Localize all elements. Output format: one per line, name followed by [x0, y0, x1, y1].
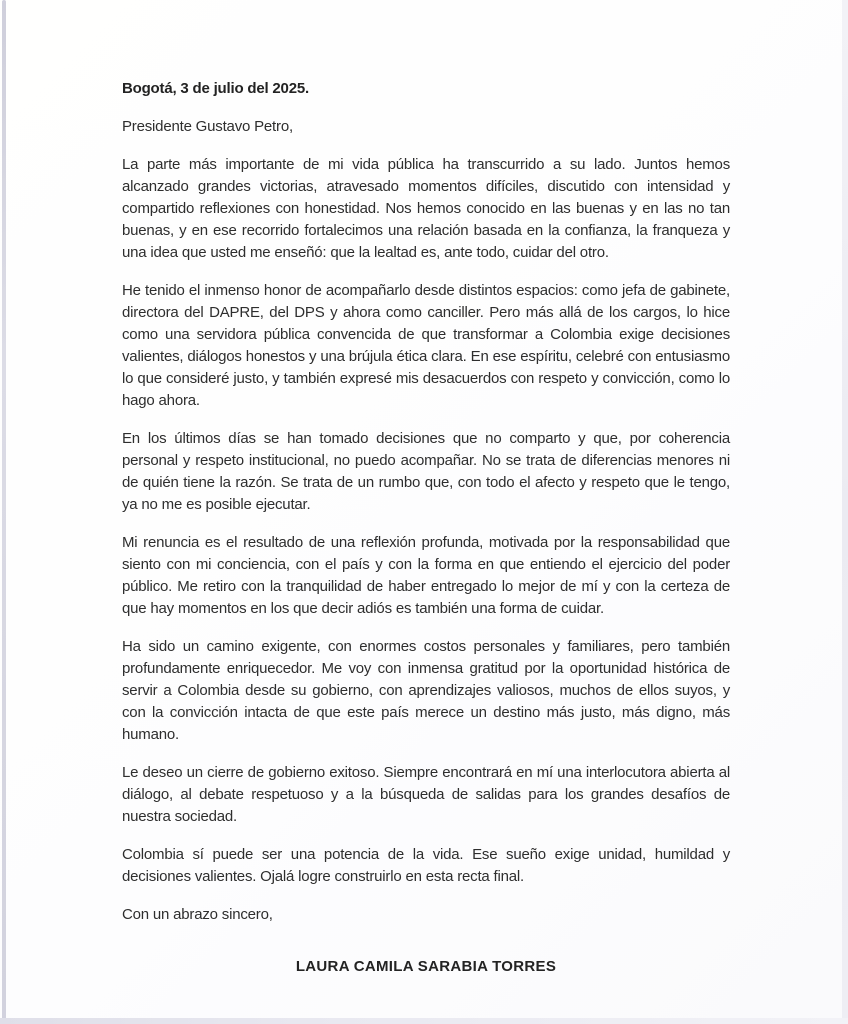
- letter-body: [122, 78, 730, 994]
- letter-paragraph: La parte más importante de mi vida pública ha transcurrido a su lado. Juntos hemos alcanzado grandes victorias, atravesado momentos difíciles, discutido con intensidad y compartido reflexiones con honestidad. Nos hemos conocido en las buenas y en las no tan buenas, y en ese recorrido fortalecimos una relación basada en la confianza, la franqueza y una idea que usted me enseñó: que la lealtad es, ante todo, cuidar del otro.: [122, 156, 730, 261]
- letter-paragraph: Ha sido un camino exigente, con enormes costos personales y familiares, pero también profundamente enriquecedor. Me voy con inmensa gratitud por la oportunidad histórica de servir a Colombia desde su gobierno, con aprendizajes valiosos, muchos de ellos suyos, y con la convicción intacta de que este país merece un destino más justo, más digno, más humano.: [122, 638, 730, 743]
- page-edge-bottom: [0, 1018, 848, 1024]
- page-edge-right: [842, 0, 848, 1024]
- letter-paragraph: Colombia sí puede ser una potencia de la vida. Ese sueño exige unidad, humildad y decisiones valientes. Ojalá logre construirlo en esta recta final.: [122, 846, 730, 885]
- letter-paragraph: Le deseo un cierre de gobierno exitoso. Siempre encontrará en mí una interlocutora abierta al diálogo, al debate respetuoso y a la búsqueda de salidas para los grandes desafíos de nuestra sociedad.: [122, 764, 730, 825]
- letter-paragraph: Mi renuncia es el resultado de una reflexión profunda, motivada por la responsabilidad que siento con mi conciencia, con el país y con la forma en que entiendo el ejercicio del poder público. Me retiro con la tranquilidad de haber entregado lo mejor de mí y con la certeza de que hay momentos en los que decir adiós es también una forma de cuidar.: [122, 534, 730, 617]
- letter-date: Bogotá, 3 de julio del 2025.: [122, 80, 309, 97]
- letter-paragraph: He tenido el inmenso honor de acompañarlo desde distintos espacios: como jefa de gabinete, directora del DAPRE, del DPS y ahora como canciller. Pero más allá de los cargos, lo hice como una servidora pública convencida de que transformar a Colombia exige decisiones valientes, diálogos honestos y una brújula ética clara. En ese espíritu, celebré con entusiasmo lo que consideré justo, y también expresé mis desacuerdos con respeto y convicción, como lo hago ahora.: [122, 282, 730, 409]
- letter-salutation: Presidente Gustavo Petro,: [122, 118, 293, 135]
- letter-closing: Con un abrazo sincero,: [122, 906, 273, 923]
- page-edge-left: [2, 0, 6, 1024]
- letter-signature: LAURA CAMILA SARABIA TORRES: [295, 958, 557, 975]
- letter-paragraph: En los últimos días se han tomado decisiones que no comparto y que, por coherencia personal y respeto institucional, no puedo acompañar. No se trata de diferencias menores ni de quién tiene la razón. Se trata de un rumbo que, con todo el afecto y respeto que le tengo, ya no me es posible ejecutar.: [122, 430, 730, 513]
